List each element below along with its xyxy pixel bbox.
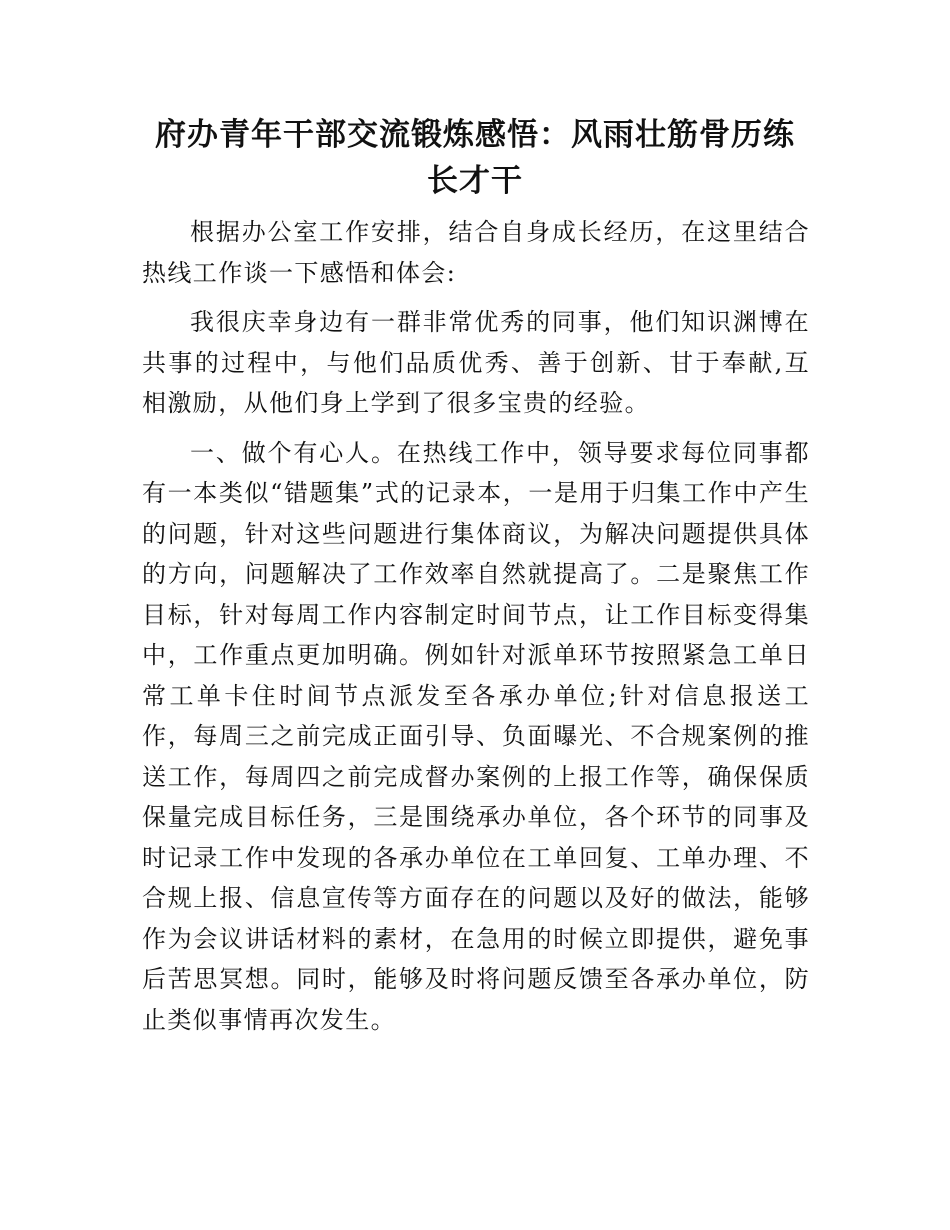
- document-body: [142, 212, 810, 1049]
- paragraph-point-one: 一、做个有心人。在热线工作中，领导要求每位同事都有一本类似“错题集”式的记录本，一是用于归集工作中产生的问题，针对这些问题进行集体商议，为解决问题提供具体的方向，问题解决了工作效率自然就提高了。二是聚焦工作目标，针对每周工作内容制定时间节点，让工作目标变得集中，工作重点更加明确。例如针对派单环节按照紧急工单日常工单卡住时间节点派发至各承办单位;针对信息报送工作，每周三之前完成正面引导、负面曝光、不合规案例的推送工作，每周四之前完成督办案例的上报工作等，确保保质保量完成目标任务，三是围绕承办单位，各个环节的同事及时记录工作中发现的各承办单位在工单回复、工单办理、不合规上报、信息宣传等方面存在的问题以及好的做法，能够作为会议讲话材料的素材，在急用的时候立即提供，避免事后苦思冥想。同时，能够及时将问题反馈至各承办单位，防止类似事情再次发生。: [142, 438, 810, 1034]
- document-title: 府办青年干部交流锻炼感悟：风雨壮筋骨历练长才干: [155, 117, 795, 199]
- paragraph-colleagues: 我很庆幸身边有一群非常优秀的同事，他们知识渊博在共事的过程中，与他们品质优秀、善于创新、甘于奉献,互相激励，从他们身上学到了很多宝贵的经验。: [142, 308, 810, 417]
- paragraph-intro: 根据办公室工作安排，结合自身成长经历，在这里结合热线工作谈一下感悟和体会:: [142, 218, 810, 287]
